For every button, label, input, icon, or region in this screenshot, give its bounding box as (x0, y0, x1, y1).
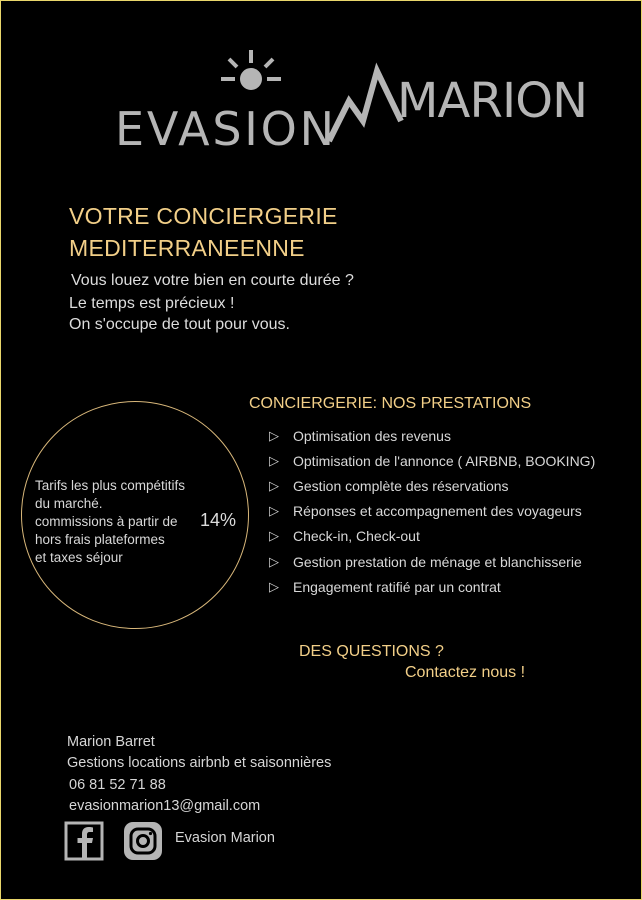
instagram-icon[interactable] (123, 821, 163, 861)
service-label: Gestion complète des réservations (293, 477, 509, 494)
arrow-icon: ▷ (269, 553, 279, 569)
pricing-line-5: et taxes séjour (35, 550, 123, 565)
service-item (269, 448, 595, 473)
service-label: Réponses et accompagnement des voyageurs (293, 503, 582, 520)
services-list (269, 423, 595, 599)
services-title: CONCIERGERIE: NOS PRESTATIONS (249, 395, 532, 412)
mountain-icon (329, 71, 401, 141)
service-label: Optimisation de l'annonce ( AIRBNB, BOOKING) (293, 452, 596, 469)
logo-text-marion: MARION (397, 73, 589, 129)
intro-line-1: Vous louez votre bien en courte durée ? (71, 272, 354, 289)
arrow-icon: ▷ (269, 528, 279, 544)
evasion-marion-logo (101, 41, 601, 161)
contact-role: Gestions locations airbnb et saisonnières (67, 755, 332, 771)
service-label: Gestion prestation de ménage et blanchisserie (293, 553, 582, 570)
arrow-icon: ▷ (269, 503, 279, 519)
arrow-icon: ▷ (269, 578, 279, 594)
service-item (269, 499, 595, 524)
pricing-line-4: hors frais plateformes (35, 532, 165, 547)
arrow-icon: ▷ (269, 477, 279, 493)
pricing-line-2: du marché. (35, 496, 103, 511)
commission-percent: 14% (200, 510, 237, 530)
intro-line-3: On s'occupe de tout pour vous. (69, 316, 290, 333)
service-item (269, 423, 595, 448)
service-label: Engagement ratifié par un contrat (293, 578, 501, 595)
sun-icon (221, 50, 281, 88)
headline-line-1: VOTRE CONCIERGERIE (69, 203, 338, 229)
service-item (269, 574, 595, 599)
facebook-icon[interactable] (64, 821, 104, 861)
logo-text-evasion: EVASION (115, 102, 335, 156)
contact-name: Marion Barret (67, 734, 155, 750)
service-item (269, 549, 595, 574)
contact-email[interactable]: evasionmarion13@gmail.com (69, 798, 261, 814)
pricing-line-3: commissions à partir de (35, 514, 178, 529)
service-item (269, 524, 595, 549)
contact-us-text: Contactez nous ! (405, 664, 526, 681)
service-label: Optimisation des revenus (293, 427, 451, 444)
arrow-icon: ▷ (269, 452, 279, 468)
social-handle: Evasion Marion (175, 830, 275, 846)
arrow-icon: ▷ (269, 427, 279, 443)
service-item (269, 473, 595, 498)
headline-line-2: MEDITERRANEENNE (69, 235, 305, 261)
pricing-text (35, 477, 185, 567)
pricing-line-1: Tarifs les plus compétitifs (35, 478, 186, 493)
questions-heading: DES QUESTIONS ? (299, 643, 444, 660)
contact-phone[interactable]: 06 81 52 71 88 (69, 777, 166, 793)
intro-line-2: Le temps est précieux ! (69, 295, 235, 312)
service-label: Check-in, Check-out (293, 528, 420, 545)
